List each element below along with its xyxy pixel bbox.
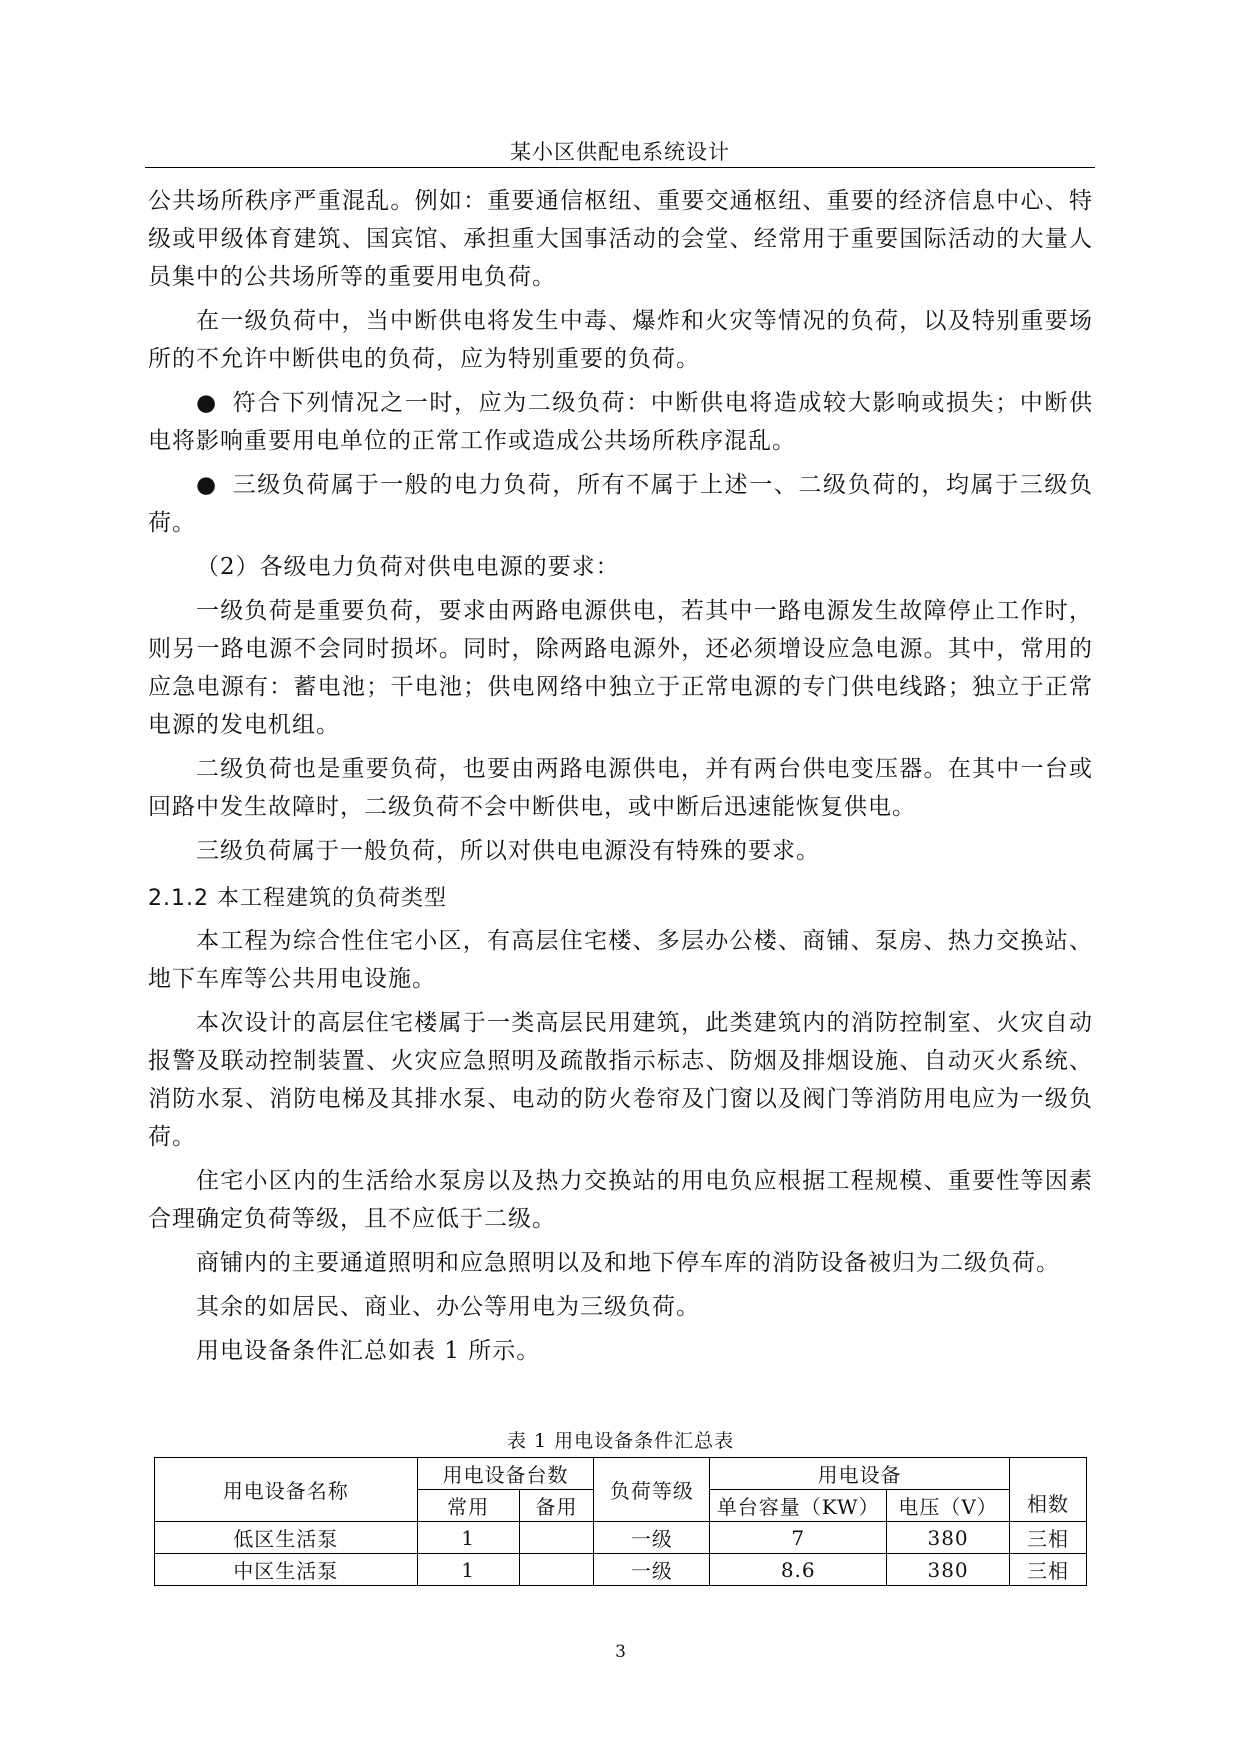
body-text [148,182,1093,1376]
paragraph: 三级负荷属于一般负荷，所以对供电电源没有特殊的要求。 [196,838,820,864]
header-cell-capacity: 单台容量（KW） [710,1490,887,1522]
section-heading: 2.1.2 本工程建筑的负荷类型 [148,886,447,911]
cell-backup [519,1554,594,1586]
header-cell-voltage: 电压（V） [887,1490,1010,1522]
cell-voltage: 380 [887,1554,1010,1586]
cell-name: 中区生活泵 [155,1554,418,1586]
header-cell-load-level: 负荷等级 [594,1458,710,1522]
table-caption: 表 1 用电设备条件汇总表 [506,1430,735,1452]
bullet-text: 符合下列情况之一时，应为二级负荷：中断供电将造成较大影响或损失；中断供电将影响重要用电单位的正常工作或造成公共场所秩序混乱。 [148,390,1093,454]
cell-backup [519,1522,594,1554]
equipment-table [154,1457,1087,1586]
header-cell-count-group: 用电设备台数 [417,1458,594,1490]
bullet-text: 三级负荷属于一般的电力负荷，所有不属于上述一、二级负荷的，均属于三级负荷。 [148,472,1093,536]
paragraph: 二级负荷也是重要负荷，也要由两路电源供电，并有两台供电变压器。在其中一台或回路中发生故障时，二级负荷不会中断供电，或中断后迅速能恢复供电。 [148,756,1093,820]
bullet-paragraph [148,384,1093,460]
table-row [155,1522,1087,1554]
paragraph: 本次设计的高层住宅楼属于一类高层民用建筑，此类建筑内的消防控制室、火灾自动报警及联动控制装置、火灾应急照明及疏散指示标志、防烟及排烟设施、自动灭火系统、消防水泵、消防电梯及其排水泵、电动的防火卷帘及门窗以及阀门等消防用电应为一级负荷。 [148,1010,1093,1150]
paragraph: 一级负荷是重要负荷，要求由两路电源供电，若其中一路电源发生故障停止工作时，则另一路电源不会同时损坏。同时，除两路电源外，还必须增设应急电源。其中，常用的应急电源有：蓄电池；干电池；供电网络中独立于正常电源的专门供电线路；独立于正常电源的发电机组。 [148,598,1093,738]
bullet-icon: ● [196,472,218,498]
cell-regular: 1 [417,1554,519,1586]
paragraph: 在一级负荷中，当中断供电将发生中毒、爆炸和火灾等情况的负荷，以及特别重要场所的不允许中断供电的负荷，应为特别重要的负荷。 [148,308,1093,372]
page-number: 3 [615,1642,626,1662]
cell-capacity: 7 [710,1522,887,1554]
paragraph: 其余的如居民、商业、办公等用电为三级负荷。 [196,1294,700,1320]
cell-phase: 三相 [1010,1554,1087,1586]
header-cell-backup: 备用 [519,1490,594,1522]
cell-voltage: 380 [887,1522,1010,1554]
paragraph: 本工程为综合性住宅小区，有高层住宅楼、多层办公楼、商铺、泵房、热力交换站、地下车库等公共用电设施。 [148,928,1093,992]
paragraph: 用电设备条件汇总如表 1 所示。 [196,1338,541,1364]
header-divider [145,167,1095,168]
cell-load-level: 一级 [594,1554,710,1586]
cell-phase: 三相 [1010,1522,1087,1554]
cell-regular: 1 [417,1522,519,1554]
header-cell-name: 用电设备名称 [155,1458,418,1522]
paragraph: 住宅小区内的生活给水泵房以及热力交换站的用电负应根据工程规模、重要性等因素合理确定负荷等级，且不应低于二级。 [148,1168,1093,1232]
table-row [155,1554,1087,1586]
cell-name: 低区生活泵 [155,1522,418,1554]
header-cell-regular: 常用 [417,1490,519,1522]
paragraph: （2）各级电力负荷对供电电源的要求： [196,554,620,580]
bullet-paragraph [148,466,1093,542]
bullet-icon: ● [196,390,218,416]
cell-capacity: 8.6 [710,1554,887,1586]
paragraph: 商铺内的主要通道照明和应急照明以及和地下停车库的消防设备被归为二级负荷。 [196,1250,1060,1276]
table-header-row [155,1458,1087,1490]
cell-load-level: 一级 [594,1522,710,1554]
paragraph: 公共场所秩序严重混乱。例如：重要通信枢纽、重要交通枢纽、重要的经济信息中心、特级或甲级体育建筑、国宾馆、承担重大国事活动的会堂、经常用于重要国际活动的大量人员集中的公共场所等的重要用电负荷。 [148,188,1093,290]
header-cell-phase: 相数 [1010,1458,1087,1522]
page-header-title: 某小区供配电系统设计 [510,140,730,164]
header-cell-equipment-group: 用电设备 [710,1458,1010,1490]
